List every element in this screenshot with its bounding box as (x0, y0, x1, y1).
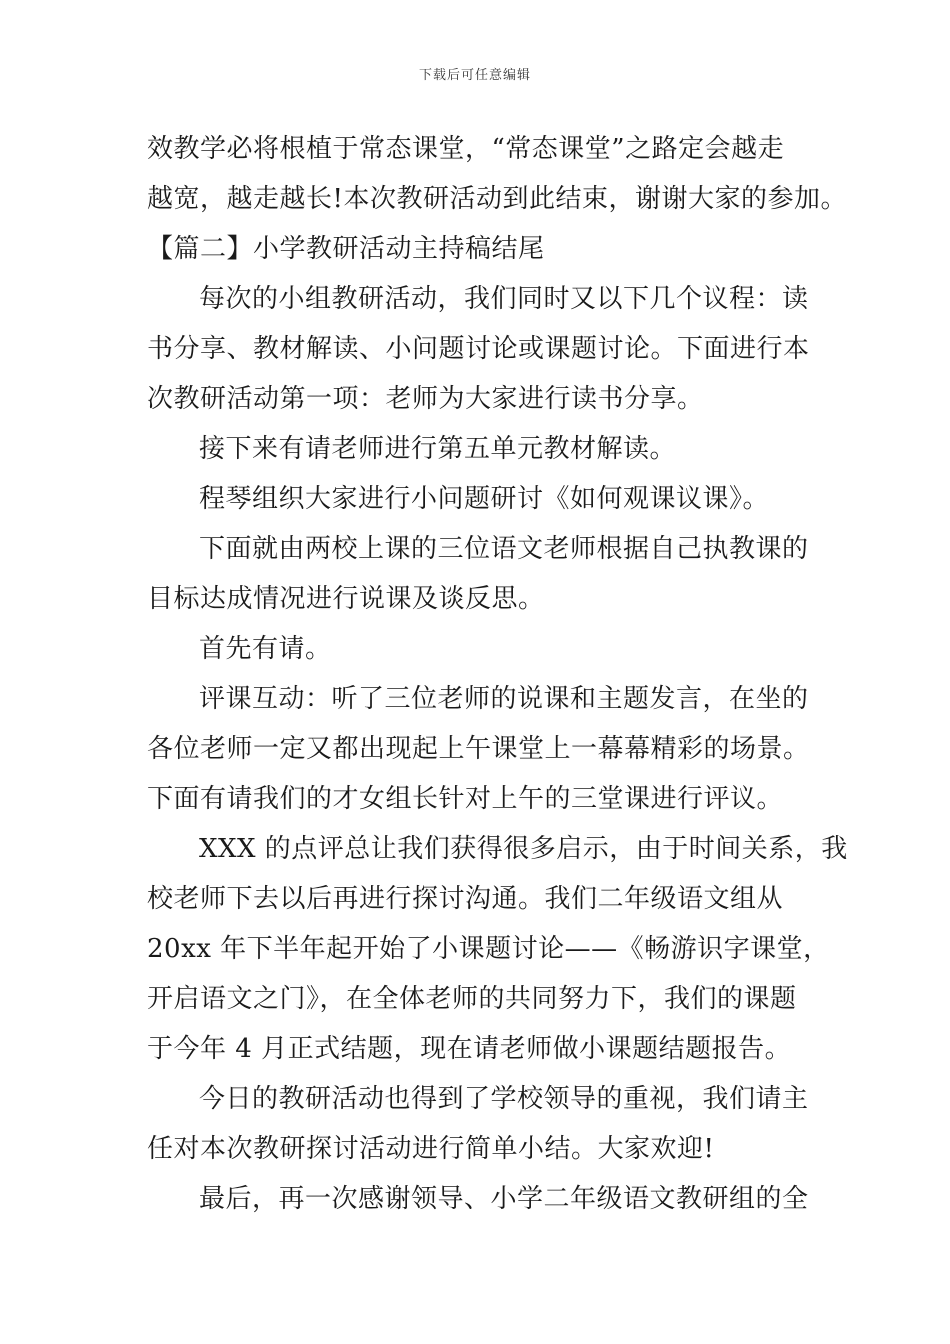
text-line: 首先有请。 (199, 634, 332, 664)
text-line: 今日的教研活动也得到了学校领导的重视，我们请主 (199, 1084, 809, 1114)
text-line: 次教研活动第一项：老师为大家进行读书分享。 (147, 384, 704, 414)
text-line: 下面就由两校上课的三位语文老师根据自己执教课的 (199, 534, 809, 564)
text-line: 评课互动：听了三位老师的说课和主题发言，在坐的 (199, 684, 809, 714)
text-line: 效教学必将根植于常态课堂，“常态课堂”之路定会越走 (147, 134, 785, 164)
text-line: 开启语文之门》，在全体老师的共同努力下，我们的课题 (147, 984, 797, 1014)
text-line: 最后，再一次感谢领导、小学二年级语文教研组的全 (199, 1184, 809, 1214)
text-line: 任对本次教研探讨活动进行简单小结。大家欢迎! (147, 1134, 715, 1164)
text-line: 每次的小组教研活动，我们同时又以下几个议程：读 (199, 284, 809, 314)
text-line: 20xx 年下半年起开始了小课题讨论——《畅游识字课堂， (147, 934, 830, 964)
document-body (147, 124, 848, 1224)
text-line: 书分享、教材解读、小问题讨论或课题讨论。下面进行本 (147, 334, 810, 364)
text-line: 越宽，越走越长!本次教研活动到此结束，谢谢大家的参加。 (147, 184, 847, 214)
text-line: 接下来有请老师进行第五单元教材解读。 (199, 434, 677, 464)
text-line: 程琴组织大家进行小问题研讨《如何观课议课》。 (199, 484, 770, 514)
text-line: 下面有请我们的才女组长针对上午的三堂课进行评议。 (147, 784, 784, 814)
text-line: XXX 的点评总让我们获得很多启示，由于时间关系，我 (199, 834, 848, 864)
text-line: 校老师下去以后再进行探讨沟通。我们二年级语文组从 (147, 884, 784, 914)
section-heading: 【篇二】小学教研活动主持稿结尾 (147, 234, 545, 264)
text-line: 各位老师一定又都出现起上午课堂上一幕幕精彩的场景。 (147, 734, 810, 764)
text-line: 目标达成情况进行说课及谈反思。 (147, 584, 545, 614)
page-header: 下载后可任意编辑 (418, 68, 531, 83)
text-line: 于今年 4 月正式结题，现在请老师做小课题结题报告。 (147, 1034, 792, 1064)
